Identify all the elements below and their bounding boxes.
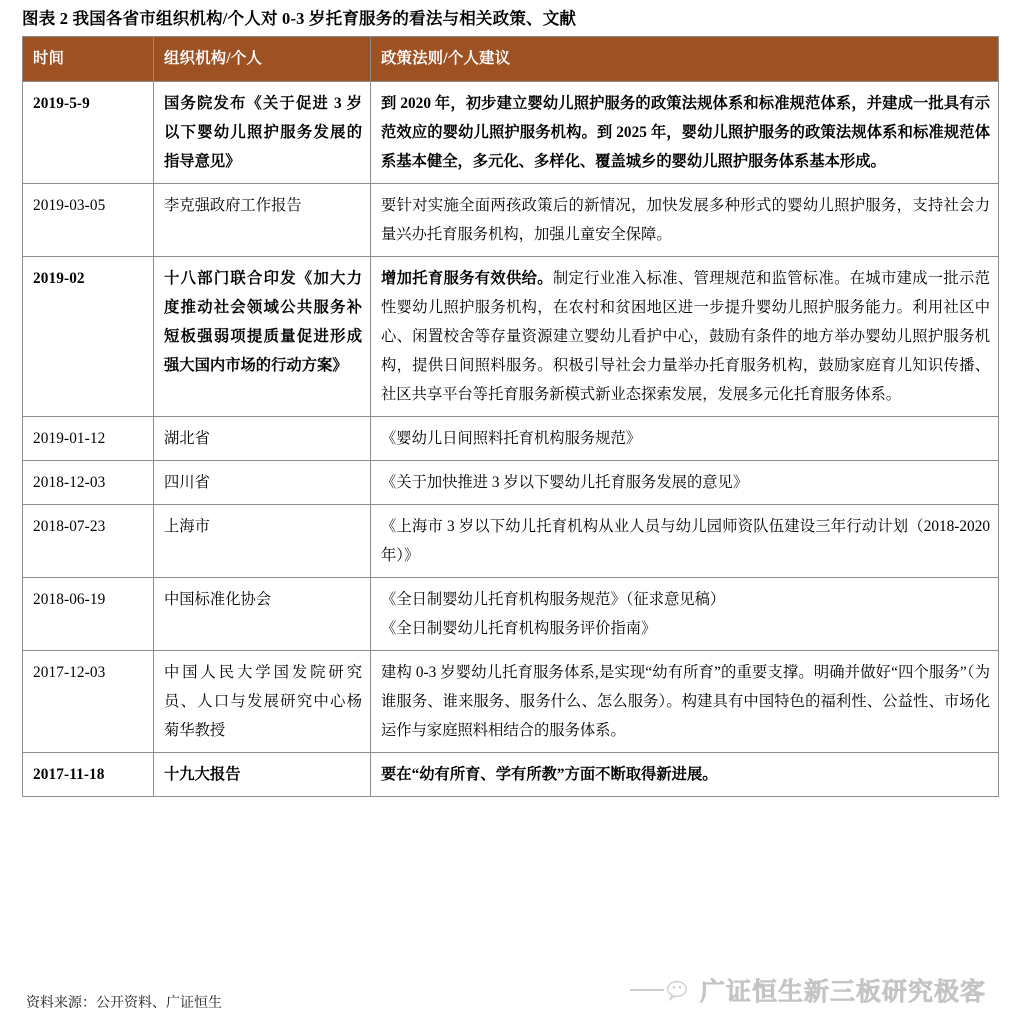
cell-organization: 中国人民大学国发院研究员、人口与发展研究中心杨菊华教授 <box>154 651 371 753</box>
cell-policy <box>371 578 999 651</box>
table-row <box>23 753 999 797</box>
policy-text-line-1: 《全日制婴幼儿托育机构服务规范》（征求意见稿） <box>381 591 726 608</box>
cell-policy <box>371 257 999 417</box>
cell-organization: 湖北省 <box>154 417 371 461</box>
policy-text: 要针对实施全面两孩政策后的新情况，加快发展多种形式的婴幼儿照护服务，支持社会力量兴办托育服务机构，加强儿童安全保障。 <box>381 197 990 243</box>
cell-time: 2019-03-05 <box>23 184 154 257</box>
cell-organization: 中国标准化协会 <box>154 578 371 651</box>
cell-organization: 十八部门联合印发《加大力度推动社会领域公共服务补短板强弱项提质量促进形成强大国内市场的行动方案》 <box>154 257 371 417</box>
cell-policy <box>371 753 999 797</box>
table-row <box>23 417 999 461</box>
table-header-row <box>23 37 999 82</box>
cell-organization: 国务院发布《关于促进 3 岁以下婴幼儿照护服务发展的指导意见》 <box>154 82 371 184</box>
cell-policy <box>371 82 999 184</box>
cell-time: 2018-07-23 <box>23 505 154 578</box>
cell-time: 2019-01-12 <box>23 417 154 461</box>
source-note: 资料来源：公开资料、广证恒生 <box>26 996 222 1011</box>
table-row <box>23 82 999 184</box>
table-row <box>23 257 999 417</box>
policy-text: 《婴幼儿日间照料托育机构服务规范》 <box>381 430 642 447</box>
policy-text: 建构 0-3 岁婴幼儿托育服务体系,是实现“幼有所育”的重要支撑。明确并做好“四个服务”（为谁服务、谁来服务、服务什么、怎么服务）。构建具有中国特色的福利性、公益性、市场化运作与家庭照料相结合的服务体系。 <box>381 664 990 739</box>
cell-policy <box>371 184 999 257</box>
policy-table <box>22 36 999 797</box>
table-row <box>23 505 999 578</box>
cell-time: 2017-12-03 <box>23 651 154 753</box>
table-row <box>23 461 999 505</box>
policy-text-line-2: 《全日制婴幼儿托育机构服务评价指南》 <box>381 620 657 637</box>
cell-policy <box>371 505 999 578</box>
cell-organization: 十九大报告 <box>154 753 371 797</box>
table-row <box>23 578 999 651</box>
policy-text: 制定行业准入标准、管理规范和监管标准。在城市建成一批示范性婴幼儿照护服务机构，在农村和贫困地区进一步提升婴幼儿照护服务能力。利用社区中心、闲置校舍等存量资源建立婴幼儿看护中心，鼓励有条件的地方举办婴幼儿照护服务机构，提供日间照料服务。积极引导社会力量举办托育服务机构，鼓励家庭育儿知识传播、社区共享平台等托育服务新模式新业态探索发展，发展多元化托育服务体系。 <box>381 270 990 403</box>
cell-time: 2019-02 <box>23 257 154 417</box>
table-header <box>23 37 999 82</box>
watermark-dash <box>630 989 664 991</box>
table-row <box>23 184 999 257</box>
policy-text: 《上海市 3 岁以下幼儿托育机构从业人员与幼儿园师资队伍建设三年行动计划（2018-2020 年）》 <box>381 518 990 564</box>
cell-organization: 李克强政府工作报告 <box>154 184 371 257</box>
table-body <box>23 82 999 797</box>
watermark <box>630 972 986 1008</box>
cell-organization: 上海市 <box>154 505 371 578</box>
watermark-text: 广证恒生新三板研究极客 <box>700 978 987 1006</box>
cell-time: 2018-12-03 <box>23 461 154 505</box>
cell-policy <box>371 461 999 505</box>
wechat-icon <box>667 980 693 1001</box>
cell-time: 2019-5-9 <box>23 82 154 184</box>
cell-time: 2017-11-18 <box>23 753 154 797</box>
policy-text: 要在“幼有所育、学有所教”方面不断取得新进展。 <box>381 766 718 783</box>
cell-policy <box>371 417 999 461</box>
column-header-org: 组织机构/个人 <box>154 37 371 82</box>
cell-policy <box>371 651 999 753</box>
column-header-policy: 政策法则/个人建议 <box>371 37 999 82</box>
cell-time: 2018-06-19 <box>23 578 154 651</box>
policy-text: 到 2020 年，初步建立婴幼儿照护服务的政策法规体系和标准规范体系，并建成一批具有示范效应的婴幼儿照护服务机构。到 2025 年，婴幼儿照护服务的政策法规体系和标准规范体系基本健全，多元化、多样化、覆盖城乡的婴幼儿照护服务体系基本形成。 <box>381 95 990 170</box>
table-row <box>23 651 999 753</box>
column-header-time: 时间 <box>23 37 154 82</box>
figure-title: 图表 2 我国各省市组织机构/个人对 0-3 岁托育服务的看法与相关政策、文献 <box>22 9 577 28</box>
cell-organization: 四川省 <box>154 461 371 505</box>
policy-text: 《关于加快推进 3 岁以下婴幼儿托育服务发展的意见》 <box>381 474 749 491</box>
policy-lead-text: 增加托育服务有效供给。 <box>381 270 553 287</box>
